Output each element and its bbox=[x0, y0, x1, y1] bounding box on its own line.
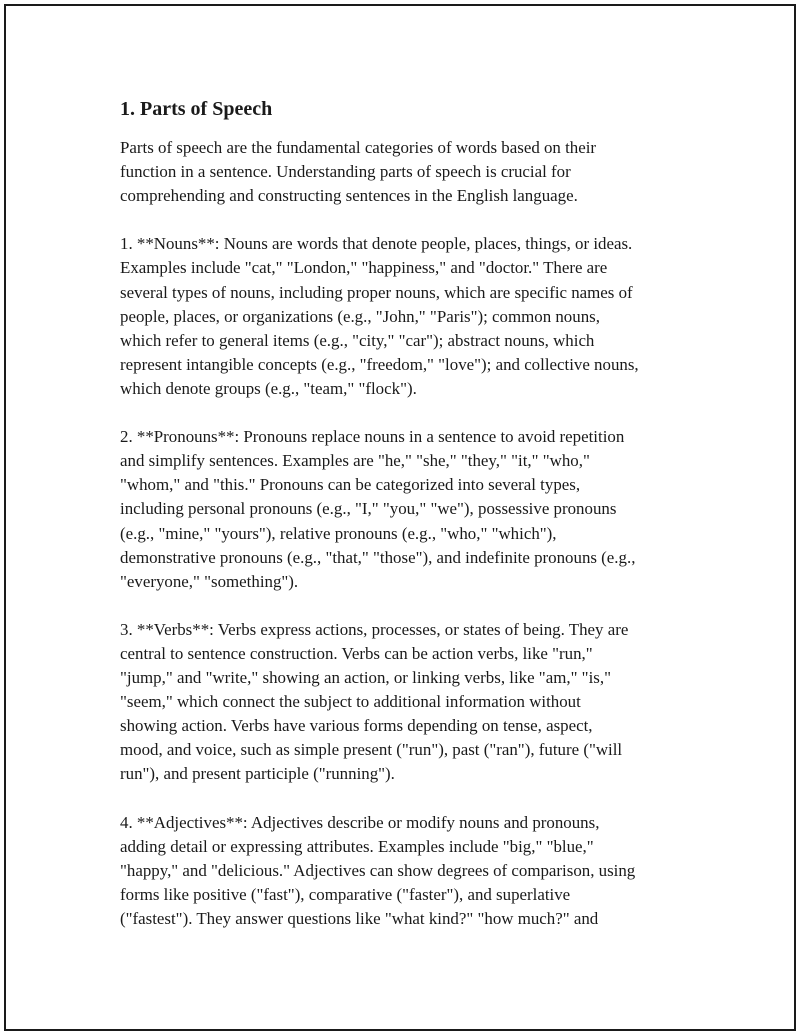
text-line: forms like positive ("fast"), comparative ("faster"), and superlative bbox=[120, 884, 571, 904]
text-line: which refer to general items (e.g., "city," "car"); abstract nouns, which bbox=[120, 330, 595, 350]
text-line: central to sentence construction. Verbs can be action verbs, like "run," bbox=[120, 643, 593, 663]
text-line: mood, and voice, such as simple present ("run"), past ("ran"), future ("will bbox=[120, 740, 623, 760]
text-line: adding detail or expressing attributes. Examples include "big," "blue," bbox=[120, 836, 594, 856]
text-line: "happy," and "delicious." Adjectives can show degrees of comparison, using bbox=[120, 860, 636, 880]
adjectives-paragraph bbox=[120, 811, 692, 931]
text-line: 1. **Nouns**: Nouns are words that denote people, places, things, or ideas. bbox=[120, 234, 633, 254]
nouns-paragraph bbox=[120, 232, 692, 401]
text-line: 3. **Verbs**: Verbs express actions, processes, or states of being. They are bbox=[120, 619, 629, 639]
text-line: people, places, or organizations (e.g., "John," "Paris"); common nouns, bbox=[120, 306, 600, 326]
intro-paragraph bbox=[120, 136, 692, 208]
text-line: several types of nouns, including proper nouns, which are specific names of bbox=[120, 282, 633, 302]
text-line: "whom," and "this." Pronouns can be categorized into several types, bbox=[120, 475, 581, 495]
text-line: represent intangible concepts (e.g., "freedom," "love"); and collective nouns, bbox=[120, 354, 639, 374]
text-line: "seem," which connect the subject to additional information without bbox=[120, 692, 581, 712]
text-line: demonstrative pronouns (e.g., "that," "those"), and indefinite pronouns (e.g., bbox=[120, 547, 636, 567]
text-line: including personal pronouns (e.g., "I," "you," "we"), possessive pronouns bbox=[120, 499, 617, 519]
text-line: function in a sentence. Understanding parts of speech is crucial for bbox=[120, 162, 571, 182]
text-line: 2. **Pronouns**: Pronouns replace nouns in a sentence to avoid repetition bbox=[120, 427, 625, 447]
text-line: (e.g., "mine," "yours"), relative pronouns (e.g., "who," "which"), bbox=[120, 523, 557, 543]
pronouns-paragraph bbox=[120, 425, 692, 594]
text-line: Examples include "cat," "London," "happiness," and "doctor." There are bbox=[120, 258, 608, 278]
text-line: comprehending and constructing sentences in the English language. bbox=[120, 186, 578, 206]
text-line: 4. **Adjectives**: Adjectives describe or modify nouns and pronouns, bbox=[120, 812, 600, 832]
text-line: and simplify sentences. Examples are "he," "she," "they," "it," "who," bbox=[120, 451, 590, 471]
document-page bbox=[4, 4, 796, 1031]
document-content bbox=[120, 96, 692, 955]
text-line: which denote groups (e.g., "team," "flock"). bbox=[120, 378, 417, 398]
text-line: Parts of speech are the fundamental categories of words based on their bbox=[120, 138, 597, 157]
text-line: "everyone," "something"). bbox=[120, 571, 299, 591]
text-line: showing action. Verbs have various forms depending on tense, aspect, bbox=[120, 716, 593, 736]
verbs-paragraph bbox=[120, 618, 692, 787]
text-line: ("fastest"). They answer questions like "what kind?" "how much?" and bbox=[120, 909, 599, 928]
text-line: "jump," and "write," showing an action, or linking verbs, like "am," "is," bbox=[120, 668, 611, 688]
text-line: run"), and present participle ("running"). bbox=[120, 764, 395, 784]
section-heading: 1. Parts of Speech bbox=[120, 98, 273, 120]
